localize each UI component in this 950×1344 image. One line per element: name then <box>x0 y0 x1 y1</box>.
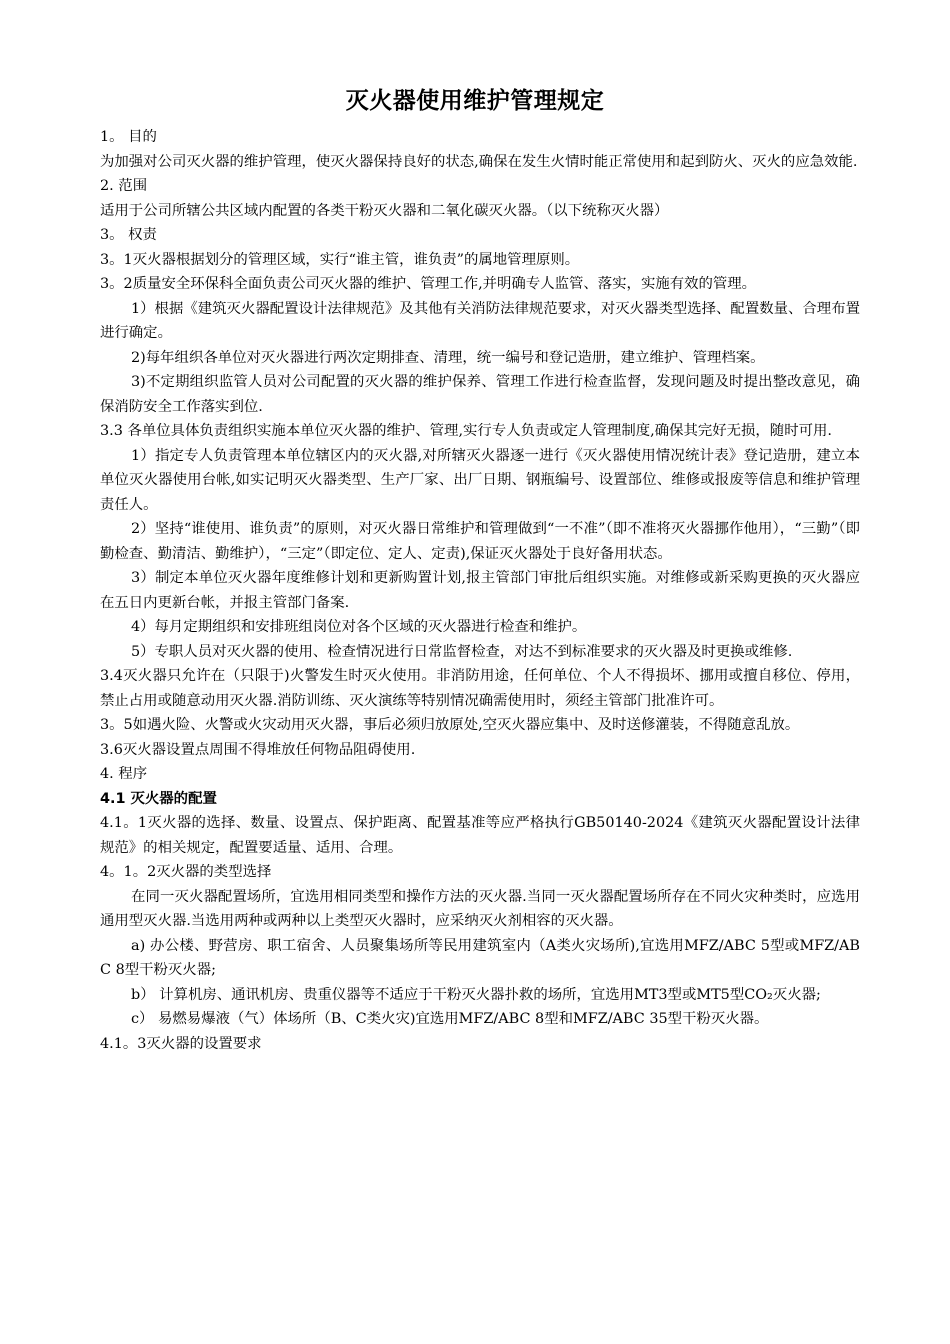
clause-3-4: 3.4灭火器只允许在（只限于)火警发生时灭火使用。非消防用途，任何单位、个人不得损坏、挪用或擅自移位、停用，禁止占用或随意动用灭火器.消防训练、灭火演练等特别情况确需使用时，须经主管部门批准许可。 <box>100 668 860 709</box>
document-body <box>100 125 860 1056</box>
clause-4-1-2-text: 在同一灭火器配置场所，宜选用相同类型和操作方法的灭火器.当同一灭火器配置场所存在不同火灾种类时，应选用通用型灭火器.当选用两种或两种以上类型灭火器时，应采纳灭火剂相容的灭火器。 <box>100 888 860 929</box>
subsection-heading-4-1: 4.1 灭火器的配置 <box>100 790 217 807</box>
section-heading-procedure: 4. 程序 <box>100 766 148 782</box>
clause-3-1: 3。1灭火器根据划分的管理区域，实行“谁主管，谁负责”的属地管理原则。 <box>100 251 580 268</box>
clause-3-3-item-3: 3）制定本单位灭火器年度维修计划和更新购置计划,报主管部门审批后组织实施。对维修或新采购更换的灭火器应在五日内更新台帐，并报主管部门备案. <box>100 570 860 611</box>
clause-3-3-item-4: 4）每月定期组织和安排班组岗位对各个区域的灭火器进行检查和维护。 <box>131 619 587 635</box>
clause-3-2-item-3: 3)不定期组织监管人员对公司配置的灭火器的维护保养、管理工作进行检查监督，发现问题及时提出整改意见，确保消防安全工作落实到位. <box>100 374 860 415</box>
clause-4-1-2-item-a: a) 办公楼、野营房、职工宿舍、人员聚集场所等民用建筑室内（A类火灾场所),宜选用MFZ/ABC 5型或MFZ/ABC 8型干粉灭火器; <box>100 937 860 978</box>
section-heading-responsibility: 3。 权责 <box>100 227 157 243</box>
document-title: 灭火器使用维护管理规定 <box>345 88 605 114</box>
clause-3-6: 3.6灭火器设置点周围不得堆放任何物品阻碍使用. <box>100 741 416 758</box>
clause-3-2-item-1: 1）根据《建筑灭火器配置设计法律规范》及其他有关消防法律规范要求，对灭火器类型选择、配置数量、合理布置进行确定。 <box>100 300 860 341</box>
clause-3-5: 3。5如遇火险、火警或火灾动用灭火器，事后必须归放原处,空灭火器应集中、及时送修灌装，不得随意乱放。 <box>100 717 800 733</box>
section-heading-scope: 2. 范围 <box>100 178 148 194</box>
clause-4-1-2-item-c: c） 易燃易爆液（气）体场所（B、C类火灾)宜选用MFZ/ABC 8型和MFZ/ABC 35型干粉灭火器。 <box>131 1011 769 1027</box>
clause-4-1-2-heading: 4。1。2灭火器的类型选择 <box>100 864 272 880</box>
clause-4-1-2-item-b: b） 计算机房、通讯机房、贵重仪器等不适应于干粉灭火器扑救的场所，宜选用MT3型或MT5型CO₂灭火器; <box>131 986 821 1003</box>
clause-3-3-item-5: 5）专职人员对灭火器的使用、检查情况进行日常监督检查，对达不到标准要求的灭火器及时更换或维修. <box>131 643 793 660</box>
clause-3-3-item-1: 1）指定专人负责管理本单位辖区内的灭火器,对所辖灭火器逐一进行《灭火器使用情况统计表》登记造册，建立本单位灭火器使用台帐,如实记明灭火器类型、生产厂家、出厂日期、钢瓶编号、设置部位、维修或报废等信息和维护管理责任人。 <box>100 447 860 513</box>
scope-text: 适用于公司所辖公共区域内配置的各类干粉灭火器和二氧化碳灭火器。（以下统称灭火器） <box>100 202 669 219</box>
clause-4-1-3-heading: 4.1。3灭火器的设置要求 <box>100 1035 262 1052</box>
clause-3-3-item-2: 2）坚持“谁使用、谁负责”的原则，对灭火器日常维护和管理做到“一不准”（即不准将灭火器挪作他用），“三勤”（即勤检查、勤清洁、勤维护），“三定”（即定位、定人、定责),保证灭火器处于良好备用状态。 <box>100 521 860 562</box>
section-heading-purpose: 1。 目的 <box>100 129 157 145</box>
clause-3-2-item-2: 2)每年组织各单位对灭火器进行两次定期排查、清理，统一编号和登记造册，建立维护、管理档案。 <box>131 349 765 366</box>
clause-3-3: 3.3 各单位具体负责组织实施本单位灭火器的维护、管理,实行专人负责或定人管理制度,确保其完好无损，随时可用. <box>100 423 832 439</box>
purpose-text: 为加强对公司灭火器的维护管理，使灭火器保持良好的状态,确保在发生火情时能正常使用和起到防火、灭火的应急效能. <box>100 153 858 170</box>
clause-3-2: 3。2质量安全环保科全面负责公司灭火器的维护、管理工作,并明确专人监管、落实，实施有效的管理。 <box>100 276 757 292</box>
clause-4-1-1: 4.1。1灭火器的选择、数量、设置点、保护距离、配置基准等应严格执行GB50140-2024《建筑灭火器配置设计法律规范》的相关规定，配置要适量、适用、合理。 <box>100 815 860 856</box>
